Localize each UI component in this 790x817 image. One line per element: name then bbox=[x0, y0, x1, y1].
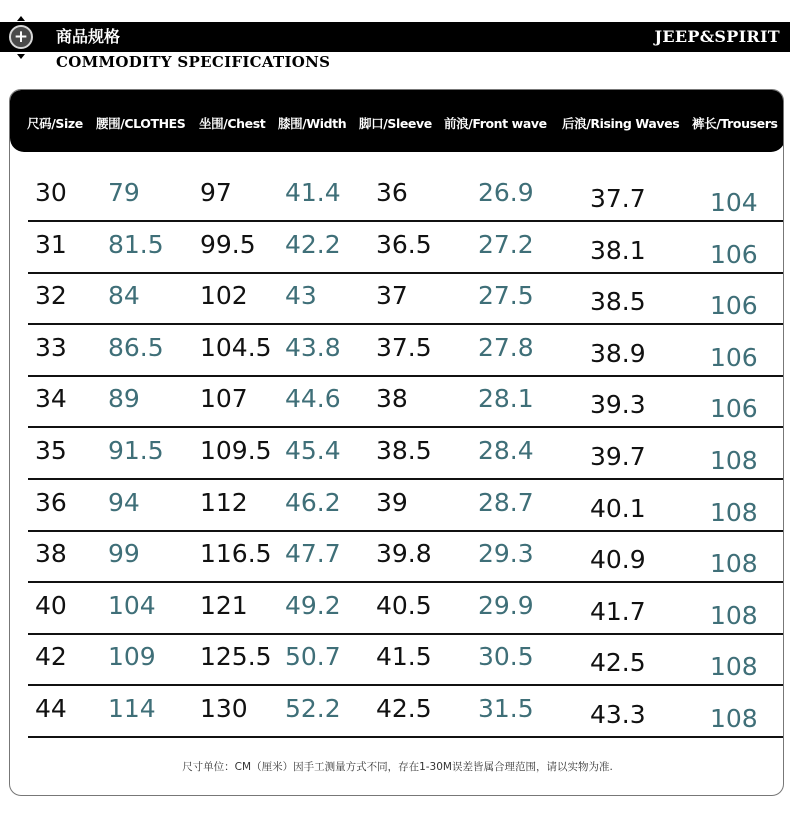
cell-length: 104 bbox=[710, 188, 758, 217]
cell-front-rise: 27.5 bbox=[478, 281, 534, 311]
table-row bbox=[28, 686, 783, 738]
cell-thigh: 43 bbox=[285, 281, 317, 311]
column-header-back-rise: 后浪/Rising Waves bbox=[562, 116, 680, 131]
cell-back-rise: 43.3 bbox=[590, 700, 646, 729]
cell-size: 35 bbox=[35, 436, 67, 465]
table-row bbox=[28, 170, 783, 222]
cell-leg-opening: 36.5 bbox=[376, 229, 432, 259]
cell-back-rise: 39.7 bbox=[590, 442, 646, 471]
cell-length: 106 bbox=[710, 342, 758, 372]
cell-waist: 86.5 bbox=[108, 332, 164, 362]
cell-waist: 99 bbox=[108, 539, 140, 569]
table-header bbox=[10, 90, 784, 152]
cell-front-rise: 29.9 bbox=[478, 590, 534, 620]
cell-hip: 99.5 bbox=[200, 229, 256, 259]
row-divider bbox=[28, 736, 783, 738]
cell-back-rise: 40.9 bbox=[590, 545, 646, 575]
page-title: 商品规格 bbox=[56, 27, 121, 46]
cell-length: 108 bbox=[710, 652, 758, 682]
cell-leg-opening: 39 bbox=[376, 487, 408, 517]
cell-back-rise: 42.5 bbox=[590, 648, 646, 678]
cell-front-rise: 26.9 bbox=[478, 178, 534, 207]
cell-hip: 125.5 bbox=[200, 642, 272, 672]
brand-name: JEEP&SPIRIT bbox=[654, 27, 780, 46]
table-row bbox=[28, 273, 783, 325]
cell-waist: 91.5 bbox=[108, 436, 164, 465]
cell-front-rise: 28.1 bbox=[478, 384, 534, 414]
cell-thigh: 47.7 bbox=[285, 539, 341, 569]
cell-thigh: 50.7 bbox=[285, 642, 341, 672]
cell-length: 108 bbox=[710, 704, 758, 733]
plus-circle-icon bbox=[6, 16, 36, 58]
cell-leg-opening: 38 bbox=[376, 384, 408, 414]
cell-size: 44 bbox=[35, 694, 67, 723]
column-header-leg-opening: 脚口/Sleeve bbox=[359, 116, 432, 131]
cell-length: 108 bbox=[710, 446, 758, 475]
cell-leg-opening: 42.5 bbox=[376, 694, 432, 723]
table-row bbox=[28, 583, 783, 635]
cell-size: 42 bbox=[35, 642, 67, 672]
cell-hip: 107 bbox=[200, 384, 248, 414]
cell-thigh: 41.4 bbox=[285, 178, 341, 207]
cell-thigh: 43.8 bbox=[285, 332, 341, 362]
cell-thigh: 42.2 bbox=[285, 229, 341, 259]
cell-waist: 109 bbox=[108, 642, 156, 672]
cell-leg-opening: 38.5 bbox=[376, 436, 432, 465]
cell-size: 40 bbox=[35, 590, 67, 620]
cell-hip: 109.5 bbox=[200, 436, 272, 465]
cell-leg-opening: 39.8 bbox=[376, 539, 432, 569]
cell-length: 106 bbox=[710, 291, 758, 321]
cell-hip: 102 bbox=[200, 281, 248, 311]
cell-waist: 84 bbox=[108, 281, 140, 311]
cell-length: 108 bbox=[710, 600, 758, 630]
cell-size: 31 bbox=[35, 229, 67, 259]
cell-front-rise: 27.8 bbox=[478, 332, 534, 362]
table-row bbox=[28, 480, 783, 532]
cell-leg-opening: 41.5 bbox=[376, 642, 432, 672]
cell-back-rise: 38.9 bbox=[590, 338, 646, 368]
cell-back-rise: 37.7 bbox=[590, 184, 646, 213]
cell-back-rise: 38.5 bbox=[590, 287, 646, 317]
column-header-hip: 坐围/Chest bbox=[199, 116, 266, 131]
cell-waist: 81.5 bbox=[108, 229, 164, 259]
cell-hip: 116.5 bbox=[200, 539, 272, 569]
cell-thigh: 45.4 bbox=[285, 436, 341, 465]
cell-front-rise: 31.5 bbox=[478, 694, 534, 723]
column-header-waist: 腰围/CLOTHES bbox=[96, 116, 186, 131]
cell-size: 33 bbox=[35, 332, 67, 362]
cell-size: 32 bbox=[35, 281, 67, 311]
title-banner bbox=[0, 22, 790, 52]
cell-waist: 94 bbox=[108, 487, 140, 517]
cell-size: 34 bbox=[35, 384, 67, 414]
table-row bbox=[28, 325, 783, 377]
cell-hip: 97 bbox=[200, 178, 232, 207]
table-row bbox=[28, 531, 783, 583]
cell-leg-opening: 37 bbox=[376, 281, 408, 311]
cell-waist: 79 bbox=[108, 178, 140, 207]
cell-back-rise: 39.3 bbox=[590, 390, 646, 420]
cell-thigh: 44.6 bbox=[285, 384, 341, 414]
table-row bbox=[28, 376, 783, 428]
column-header-front-rise: 前浪/Front wave bbox=[444, 116, 547, 131]
size-table-card bbox=[9, 89, 784, 796]
cell-thigh: 46.2 bbox=[285, 487, 341, 517]
cell-back-rise: 40.1 bbox=[590, 493, 646, 523]
cell-waist: 104 bbox=[108, 590, 156, 620]
column-header-length: 裤长/Trousers bbox=[692, 116, 778, 131]
cell-waist: 89 bbox=[108, 384, 140, 414]
cell-length: 106 bbox=[710, 239, 758, 269]
page-subtitle: COMMODITY SPECIFICATIONS bbox=[56, 53, 331, 71]
cell-thigh: 49.2 bbox=[285, 590, 341, 620]
cell-size: 36 bbox=[35, 487, 67, 517]
cell-back-rise: 41.7 bbox=[590, 596, 646, 626]
cell-hip: 104.5 bbox=[200, 332, 272, 362]
cell-front-rise: 28.7 bbox=[478, 487, 534, 517]
cell-hip: 121 bbox=[200, 590, 248, 620]
table-row bbox=[28, 222, 783, 274]
cell-leg-opening: 37.5 bbox=[376, 332, 432, 362]
table-row bbox=[28, 634, 783, 686]
column-header-thigh: 膝围/Width bbox=[278, 116, 347, 131]
cell-length: 106 bbox=[710, 394, 758, 424]
cell-hip: 112 bbox=[200, 487, 248, 517]
cell-back-rise: 38.1 bbox=[590, 235, 646, 265]
cell-front-rise: 29.3 bbox=[478, 539, 534, 569]
plus-symbol: + bbox=[9, 25, 33, 49]
cell-leg-opening: 36 bbox=[376, 178, 408, 207]
cell-hip: 130 bbox=[200, 694, 248, 723]
cell-front-rise: 28.4 bbox=[478, 436, 534, 465]
cell-front-rise: 27.2 bbox=[478, 229, 534, 259]
column-header-size: 尺码/Size bbox=[27, 116, 83, 131]
measurement-note: 尺寸单位：CM（厘米）因手工测量方式不同，存在1-30M误差皆属合理范围，请以实物为准. bbox=[182, 761, 613, 773]
table-row bbox=[28, 428, 783, 480]
cell-waist: 114 bbox=[108, 694, 156, 723]
triangle-down-icon bbox=[17, 54, 25, 59]
cell-front-rise: 30.5 bbox=[478, 642, 534, 672]
cell-length: 108 bbox=[710, 497, 758, 527]
cell-size: 30 bbox=[35, 178, 67, 207]
cell-thigh: 52.2 bbox=[285, 694, 341, 723]
cell-size: 38 bbox=[35, 539, 67, 569]
cell-length: 108 bbox=[710, 549, 758, 579]
cell-leg-opening: 40.5 bbox=[376, 590, 432, 620]
triangle-up-icon bbox=[17, 16, 25, 21]
